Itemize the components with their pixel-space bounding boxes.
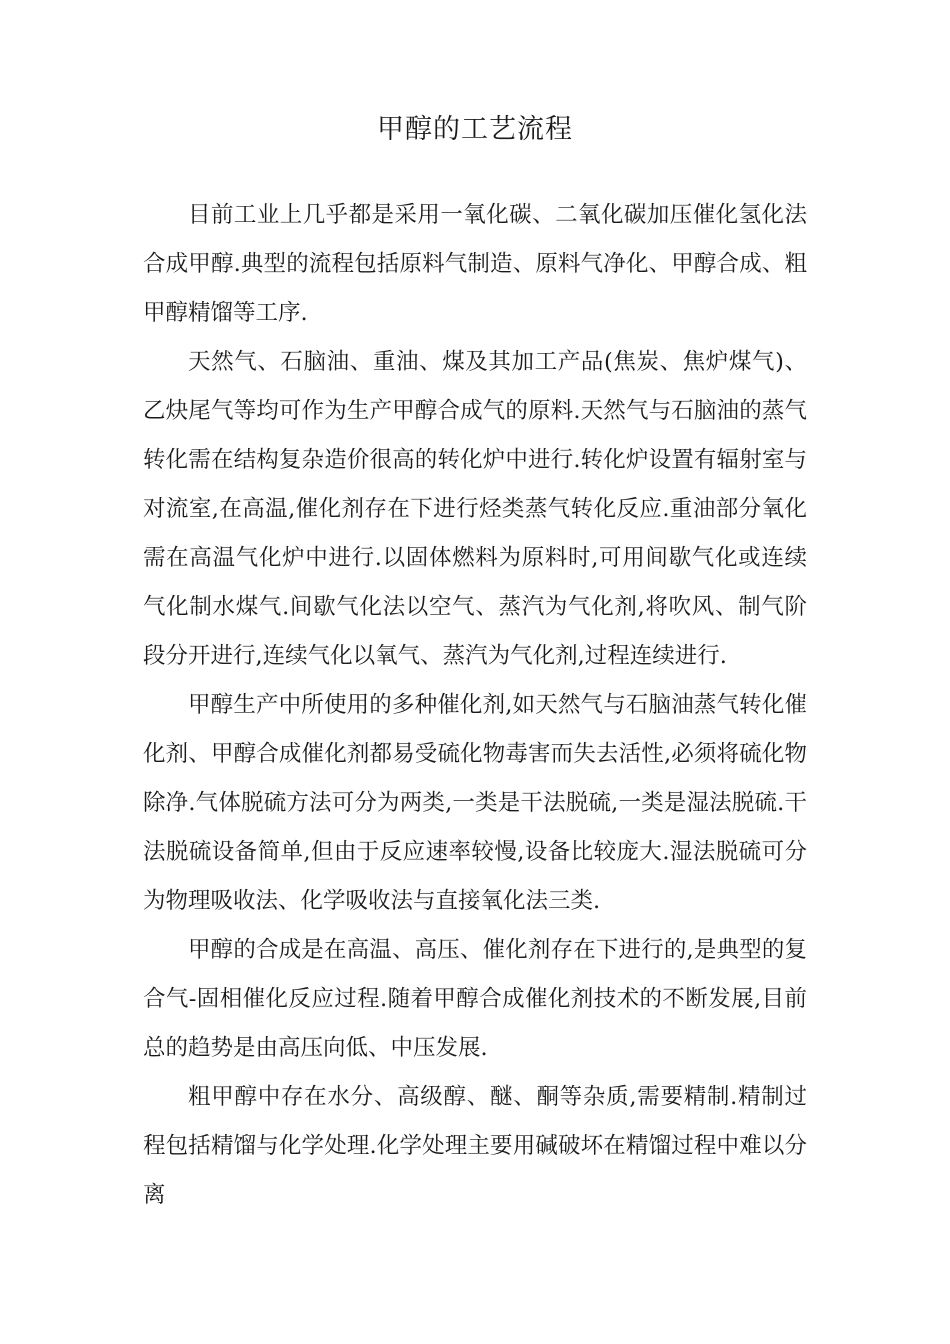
paragraph-synthesis: 甲醇的合成是在高温、高压、催化剂存在下进行的,是典型的复合气-固相催化反应过程.随着甲醇合成催化剂技术的不断发展,目前总的趋势是由高压向低、中压发展. — [143, 937, 807, 1061]
document-body — [143, 191, 807, 1220]
paragraph-desulfurization: 甲醇生产中所使用的多种催化剂,如天然气与石脑油蒸气转化催化剂、甲醇合成催化剂都易受硫化物毒害而失去活性,必须将硫化物除净.气体脱硫方法可分为两类,一类是干法脱硫,一类是湿法脱硫.干法脱硫设备简单,但由于反应速率较慢,设备比较庞大.湿法脱硫可分为物理吸收法、化学吸收法与直接氧化法三类. — [143, 692, 807, 914]
paragraph-overview: 目前工业上几乎都是采用一氧化碳、二氧化碳加压催化氢化法合成甲醇.典型的流程包括原料气制造、原料气净化、甲醇合成、粗甲醇精馏等工序. — [143, 202, 807, 326]
document-title: 甲醇的工艺流程 — [377, 114, 573, 145]
paragraph-refining: 粗甲醇中存在水分、高级醇、醚、酮等杂质,需要精制.精制过程包括精馏与化学处理.化学处理主要用碱破坏在精馏过程中难以分离 — [143, 1084, 807, 1208]
paragraph-feedstock: 天然气、石脑油、重油、煤及其加工产品(焦炭、焦炉煤气)、乙炔尾气等均可作为生产甲醇合成气的原料.天然气与石脑油的蒸气转化需在结构复杂造价很高的转化炉中进行.转化炉设置有辐射室与对流室,在高温,催化剂存在下进行烃类蒸气转化反应.重油部分氧化需在高温气化炉中进行.以固体燃料为原料时,可用间歇气化或连续气化制水煤气.间歇气化法以空气、蒸汽为气化剂,将吹风、制气阶段分开进行,连续气化以氧气、蒸汽为气化剂,过程连续进行. — [143, 349, 807, 669]
